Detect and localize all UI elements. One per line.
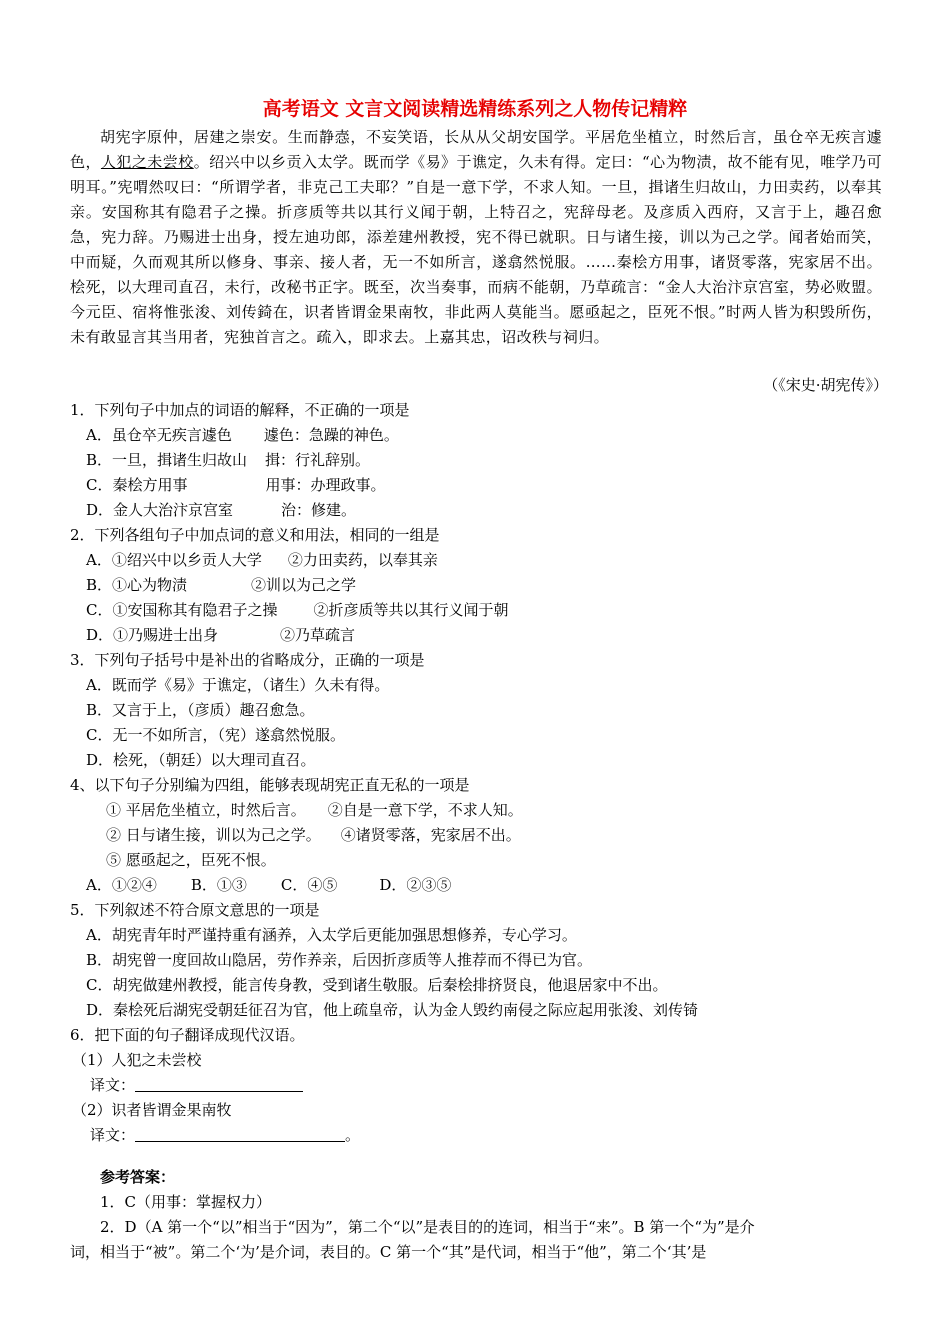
q5-stem: 5．下列叙述不符合原文意思的一项是: [70, 901, 320, 919]
q6-t2-end: 。: [345, 1126, 361, 1144]
q5-option-c: C．胡宪做建州教授，能言传身教，受到诸生敬服。后秦桧排挤贤良，他退居家中不出。: [86, 976, 668, 994]
q4-option-b: B．①③: [190, 876, 247, 894]
q4-line-3: ⑤ 愿亟起之，臣死不恨。: [106, 851, 276, 869]
q3-option-b: B．又言于上，（彦质）趣召愈急。: [86, 701, 315, 719]
q2-d2: ②乃草疏言: [280, 626, 356, 644]
q2-option-c: [70, 598, 890, 623]
q2-c2: ②折彦质等共以其行义闻于朝: [313, 601, 509, 619]
passage-part-1: 胡宪字原仲，居建之崇安。生而静悫，不妄笑语，长从从父胡安国学。平居危坐植立，时然后言，虽仓卒无疾言遽色，: [70, 128, 882, 171]
q6-translation-2: [70, 1123, 890, 1148]
q3-stem: 3．下列句子括号中是补出的省略成分，正确的一项是: [70, 651, 425, 669]
q2-option-a: [70, 548, 890, 573]
q6-t1-label: 译文：: [90, 1076, 136, 1094]
q1-d-note: 治：修建。: [281, 501, 357, 519]
q1-a-note: 遽色：急躁的神色。: [263, 426, 399, 444]
answers-heading: 参考答案：: [100, 1168, 176, 1186]
passage-part-2: 。绍兴中以乡贡入太学。既而学《易》于谯定，久未有得。定曰：“心为物渍，故不能有见，唯学乃可明耳。”宪喟然叹曰：“所谓学者，非克己工夫耶？”自是一意下学，不求人知。一旦，揖诸生归故山，力田卖药，以奉其亲。安国称其有隐君子之操。折彦质等共以其行义闻于朝，上特召之，宪辞母老。及彦质入西府，又言于上，趣召愈急，宪力辞。乃赐进士出身，授左迪功郎，添差建州教授，宪不得已就职。日与诸生接，训以为己之学。闻者始而笑，中而疑，久而观其所以修身、事亲、接人者，无一不如所言，遂翕然悦服。……秦桧方用事，诸贤零落，宪家居不出。桧死，以大理司直召，未行，改秘书正字。既至，次当奏事，而病不能朝，乃草疏言：“金人大治汴京宫室，势必败盟。今元臣、宿将惟张浚、刘传錡在，识者皆谓金果南牧，非此两人莫能当。愿亟起之，臣死不恨。”时两人皆为积毁所伤，未有敢显言其当用者，宪独首言之。疏入，即求去。上嘉其忠，诏改秩与祠归。: [70, 153, 882, 346]
q4-line-1: [70, 798, 890, 823]
q1-b-text: B．一旦，揖诸生归故山: [86, 451, 248, 469]
q2-stem: 2．下列各组句子中加点词的意义和用法，相同的一组是: [70, 526, 440, 544]
q1-b-note: 揖：行礼辞别。: [265, 451, 371, 469]
q6-stem: 6．把下面的句子翻译成现代汉语。: [70, 1026, 305, 1044]
q6-translation-1: [70, 1073, 890, 1098]
q6-answer-blank-2[interactable]: [135, 1125, 345, 1142]
q4-item-3: ② 日与诸生接，训以为己之学。: [106, 826, 321, 844]
q2-b2: ②训以为己之学: [251, 576, 357, 594]
q5-option-b: B．胡宪曾一度回故山隐居，劳作养亲，后因折彦质等人推荐而不得已为官。: [86, 951, 593, 969]
q6-sentence-2: （2）识者皆谓金果南牧: [72, 1101, 232, 1119]
q1-option-b: [70, 448, 890, 473]
q2-option-d: [70, 623, 890, 648]
q5-option-d: D．秦桧死后湖宪受朝廷征召为官，他上疏皇帝，认为金人毁约南侵之际应起用张浚、刘传锜: [86, 1001, 699, 1019]
q4-option-d: D．②③⑤: [379, 876, 452, 894]
q4-stem: 4、以下句子分别编为四组，能够表现胡宪正直无私的一项是: [70, 776, 470, 794]
q1-option-d: [70, 498, 890, 523]
q2-a2: ②力田卖药，以奉其亲: [287, 551, 438, 569]
answer-2-line-1: 2．D（A 第一个“以”相当于“因为”，第二个“以”是表目的的连词，相当于“来”。B 第一个“为”是介: [100, 1218, 755, 1236]
q6-t2-label: 译文：: [90, 1126, 136, 1144]
q6-answer-blank-1[interactable]: [135, 1075, 303, 1092]
q4-option-c: C．④⑤: [280, 876, 338, 894]
q6-sentence-1: （1）人犯之未尝校: [72, 1051, 202, 1069]
q4-options: [70, 873, 890, 898]
q2-b1: B．①心为物渍: [86, 576, 188, 594]
passage-source: （《宋史·胡宪传》）: [763, 376, 888, 394]
q1-d-text: D．金人大治汴京宫室: [86, 501, 234, 519]
q2-c1: C．①安国称其有隐君子之操: [86, 601, 278, 619]
q1-stem: 1．下列句子中加点的词语的解释，不正确的一项是: [70, 401, 410, 419]
q1-option-a: [70, 423, 890, 448]
q2-d1: D．①乃赐进士出身: [86, 626, 219, 644]
q1-option-c: [70, 473, 890, 498]
passage-text: [70, 125, 882, 350]
q5-option-a: A．胡宪青年时严谨持重有涵养，入太学后更能加强思想修养，专心学习。: [86, 926, 577, 944]
q4-option-a: A．①②④: [86, 876, 157, 894]
q1-c-note: 用事：办理政事。: [265, 476, 386, 494]
q3-option-c: C．无一不如所言，（宪）遂翕然悦服。: [86, 726, 345, 744]
q4-item-1: ① 平居危坐植立，时然后言。: [106, 801, 306, 819]
answer-1: 1．C（用事：掌握权力）: [100, 1193, 272, 1211]
passage-underlined-phrase: 人犯之未尝校: [100, 153, 194, 171]
answer-2-line-2: 词，相当于“被”。第二个‘为’是介词，表目的。C 第一个“其”是代词，相当于“他”，第二个‘其’是: [70, 1243, 707, 1261]
questions-section: [70, 398, 890, 1265]
q1-c-text: C．秦桧方用事: [86, 476, 188, 494]
q2-option-b: [70, 573, 890, 598]
q4-item-2: ②自是一意下学，不求人知。: [327, 801, 523, 819]
q3-option-a: A．既而学《易》于谯定，（诸生）久未有得。: [86, 676, 390, 694]
q2-a1: A．①绍兴中以乡贡人大学: [86, 551, 262, 569]
document-title: 高考语文 文言文阅读精选精练系列之人物传记精粹: [262, 98, 688, 120]
q3-option-d: D．桧死，（朝廷）以大理司直召。: [86, 751, 316, 769]
q4-line-2: [70, 823, 890, 848]
q4-item-4: ④诸贤零落，宪家居不出。: [340, 826, 521, 844]
q1-a-text: A．虽仓卒无疾言遽色: [86, 426, 232, 444]
